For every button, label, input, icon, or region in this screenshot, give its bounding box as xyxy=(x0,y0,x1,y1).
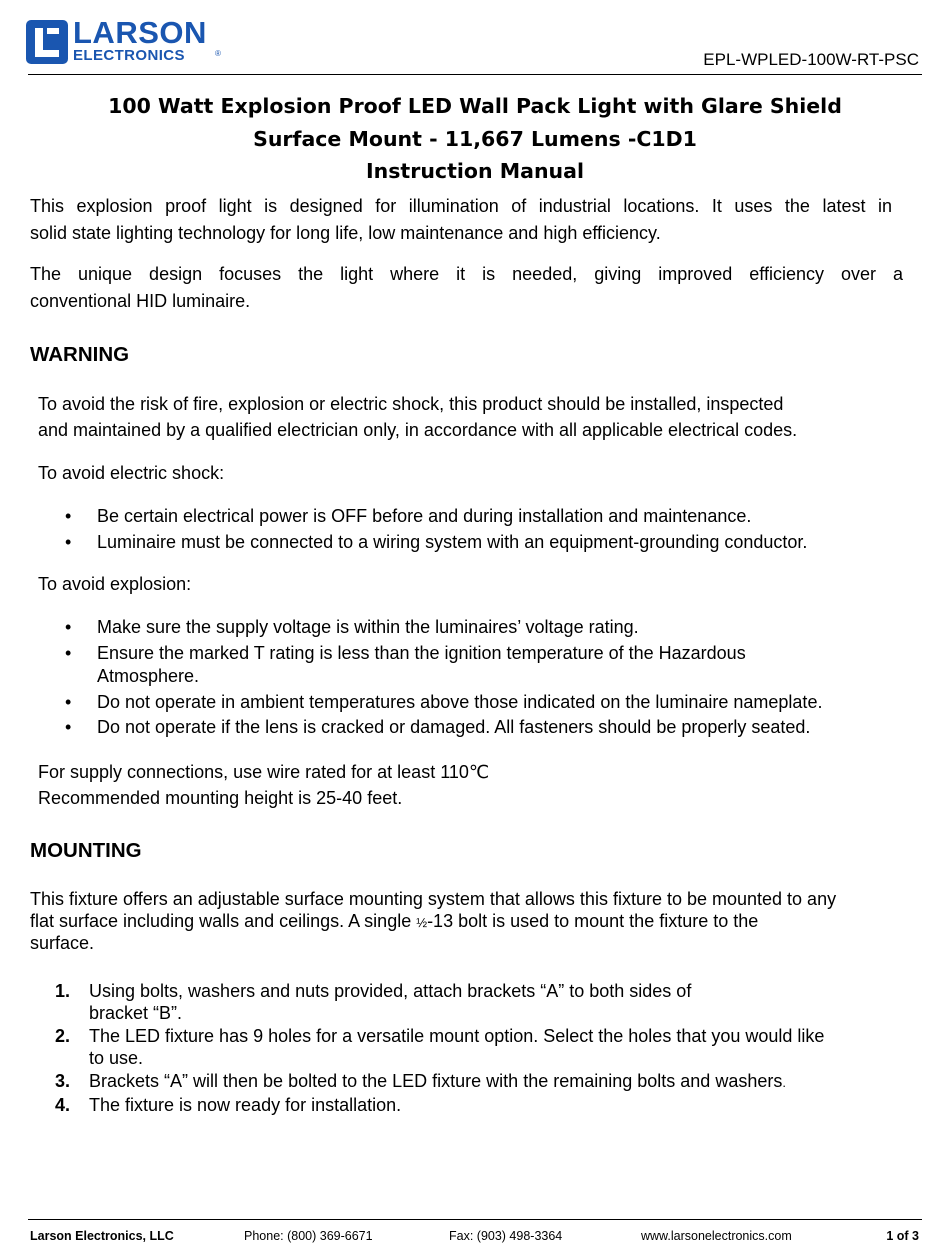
footer-company: Larson Electronics, LLC xyxy=(30,1229,174,1243)
shock-item-2: Luminaire must be connected to a wiring system with an equipment-grounding conductor. xyxy=(97,532,808,552)
title-line-3: Instruction Manual xyxy=(365,159,584,183)
footer-divider xyxy=(28,1219,922,1220)
explosion-item-3: Do not operate in ambient temperatures above those indicated on the luminaire nameplate. xyxy=(97,692,823,712)
footer-page-number: 1 of 3 xyxy=(886,1229,919,1243)
step-4-line-1: The fixture is now ready for installation. xyxy=(89,1095,402,1115)
bullet: • xyxy=(65,717,72,737)
half-fraction: ½ xyxy=(416,915,428,930)
explosion-item-2-cont: Atmosphere. xyxy=(97,666,200,686)
step-3-line-1: Brackets “A” will then be bolted to the LED fixture with the remaining bolts and washers. xyxy=(89,1071,786,1091)
step-number-4: 4. xyxy=(55,1095,71,1115)
title-line-1: 100 Watt Explosion Proof LED Wall Pack Light with Glare Shield xyxy=(108,94,842,118)
mounting-para-line-2: flat surface including walls and ceilings. A single ½-13 bolt is used to mount the fixture to the xyxy=(30,911,759,931)
step-1-line-1: Using bolts, washers and nuts provided, attach brackets “A” to both sides of xyxy=(89,981,692,1001)
document-title xyxy=(0,90,950,188)
bullet: • xyxy=(65,506,72,526)
header-divider xyxy=(28,74,922,75)
footer-phone: Phone: (800) 369-6671 xyxy=(244,1229,373,1243)
intro-para-1-line-2: solid state lighting technology for long life, low maintenance and high efficiency. xyxy=(30,223,661,243)
logo-badge-icon xyxy=(26,20,68,64)
bullet: • xyxy=(65,692,72,712)
mounting-para-line-1: This fixture offers an adjustable surface mounting system that allows this fixture to be mounted to any xyxy=(30,889,837,909)
step-2-line-2: to use. xyxy=(89,1048,144,1068)
explosion-label: To avoid explosion: xyxy=(38,574,192,594)
explosion-item-1: Make sure the supply voltage is within the luminaires’ voltage rating. xyxy=(97,617,639,637)
bullet: • xyxy=(65,532,72,552)
explosion-item-2: Ensure the marked T rating is less than the ignition temperature of the Hazardous xyxy=(97,643,746,663)
footer-fax: Fax: (903) 498-3364 xyxy=(449,1229,563,1243)
mounting-height-line: Recommended mounting height is 25-40 feet. xyxy=(38,788,403,808)
warning-para-line-1: To avoid the risk of fire, explosion or electric shock, this product should be installed, inspected xyxy=(38,394,784,414)
intro-para-2-line-1: The unique design focuses the light where it is needed, giving improved efficiency over a xyxy=(30,264,903,284)
explosion-item-4: Do not operate if the lens is cracked or damaged. All fasteners should be properly seated. xyxy=(97,717,811,737)
warning-heading: WARNING xyxy=(30,343,130,366)
logo-wordmark-bottom: ELECTRONICS xyxy=(73,47,185,64)
mounting-heading: MOUNTING xyxy=(30,839,142,862)
title-line-2: Surface Mount - 11,667 Lumens -C1D1 xyxy=(253,126,697,151)
supply-connection-line: For supply connections, use wire rated for at least 110℃ xyxy=(38,762,490,782)
step-number-1: 1. xyxy=(55,981,71,1001)
logo-wordmark-top: LARSON xyxy=(73,15,207,50)
larson-logo xyxy=(26,15,226,67)
step-number-2: 2. xyxy=(55,1026,71,1046)
shock-item-1: Be certain electrical power is OFF before and during installation and maintenance. xyxy=(97,506,752,526)
document-number: EPL-WPLED-100W-RT-PSC xyxy=(703,50,919,69)
step-number-3: 3. xyxy=(55,1071,71,1091)
step-2-line-1: The LED fixture has 9 holes for a versatile mount option. Select the holes that you would like xyxy=(89,1026,825,1046)
logo-registered-mark: ® xyxy=(215,49,221,58)
intro-para-1-line-1: This explosion proof light is designed for illumination of industrial locations. It uses the latest in xyxy=(30,196,892,216)
step-1-line-2: bracket “B”. xyxy=(89,1003,183,1023)
warning-para-line-2: and maintained by a qualified electrician only, in accordance with all applicable electrical codes. xyxy=(38,420,798,440)
shock-label: To avoid electric shock: xyxy=(38,463,225,483)
footer-website[interactable]: www.larsonelectronics.com xyxy=(641,1229,792,1243)
bullet: • xyxy=(65,617,72,637)
bullet: • xyxy=(65,643,72,663)
intro-para-2-line-2: conventional HID luminaire. xyxy=(30,291,251,311)
mounting-para-line-3: surface. xyxy=(30,933,95,953)
